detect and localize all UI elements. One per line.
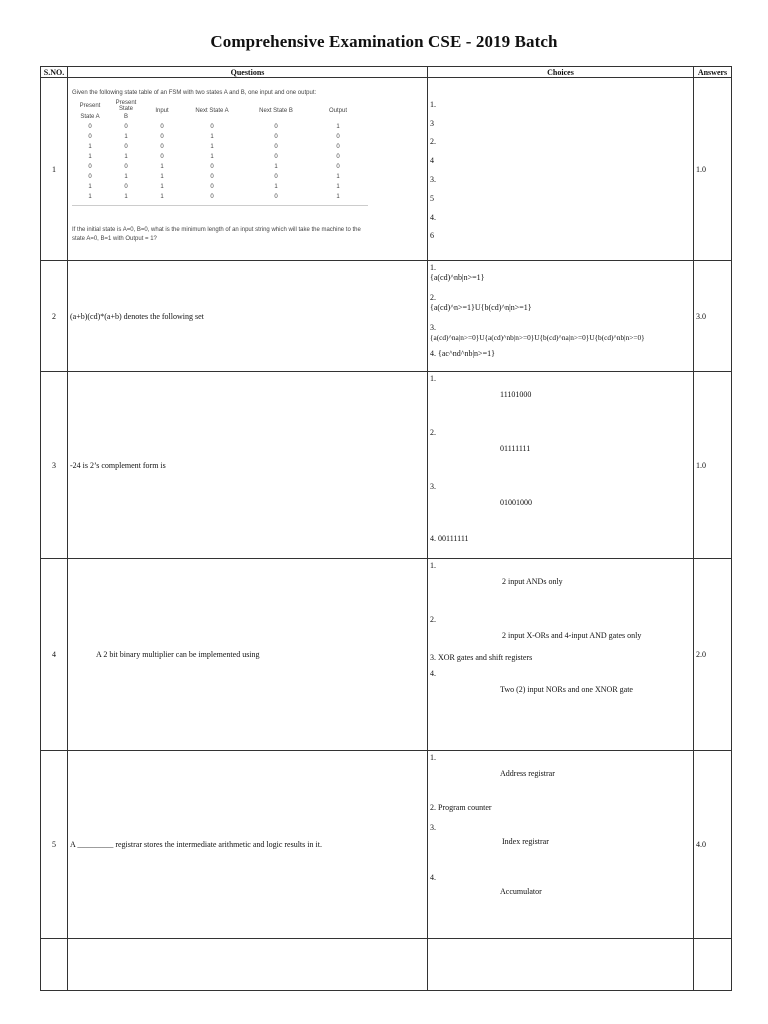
fsm-table	[72, 100, 368, 202]
question-text: A 2 bit binary multiplier can be implemented using	[96, 650, 260, 659]
choice-label: 2.	[430, 293, 436, 302]
fsm-row: 0 1 0 1 0 0	[88, 134, 340, 140]
choice-text: {a(cd)^n>=1}U{b(cd)^n|n>=1}	[430, 303, 532, 312]
fsm-head: B	[123, 114, 128, 120]
question-cell: A _________ registrar stores the intermediate arithmetic and logic results in it.	[68, 751, 428, 939]
empty-cell	[694, 939, 732, 991]
question-row-4	[41, 559, 732, 751]
choice-text: Accumulator	[500, 887, 542, 896]
sno-cell: 1	[41, 78, 68, 261]
header-row	[41, 67, 732, 78]
choice-label: 4.	[430, 212, 436, 222]
choice-label: 1.	[430, 99, 436, 109]
choice-text: 4	[430, 156, 434, 166]
choice-label: 3.	[430, 482, 436, 491]
empty-cell	[428, 939, 694, 991]
choice-text: 2 input X-ORs and 4-input AND gates only	[502, 631, 642, 640]
sno-cell: 2	[41, 261, 68, 372]
question-row-1	[41, 78, 732, 261]
choice-text: 4. 00111111	[430, 534, 469, 543]
choice-text: 3. XOR gates and shift registers	[430, 653, 533, 662]
exam-table	[40, 66, 732, 991]
fsm-state-table-image	[68, 78, 427, 260]
fsm-row: 0 1 1 0 0 1	[88, 174, 340, 180]
choice-text: 01001000	[500, 498, 532, 507]
choice-label: 3.	[430, 823, 436, 832]
question-cell: -24 is 2’s complement form is	[68, 372, 428, 559]
choice-text: 01111111	[500, 444, 531, 453]
header-answers: Answers	[694, 67, 732, 78]
fsm-question: If the initial state is A=0, B=0, what is the minimum length of an input string which will take the machine to the state A=0, B=1 with Output = 1?	[72, 227, 361, 242]
sno-cell: 5	[41, 751, 68, 939]
question-cell: (a+b)(cd)*(a+b) denotes the following set	[68, 261, 428, 372]
empty-cell	[68, 939, 428, 991]
fsm-head: State A	[80, 114, 100, 120]
choices-cell	[428, 559, 694, 751]
answer-cell: 1.0	[694, 78, 732, 261]
answer-cell: 3.0	[694, 261, 732, 372]
choice-text: 2 input ANDs only	[502, 577, 563, 586]
fsm-head: Next State B	[259, 108, 293, 114]
sno-cell: 4	[41, 559, 68, 751]
choice-text: {a(cd)^na|n>=0}U{a(cd)^nb|n>=0}U{b(cd)^na|n>=0}U{b(cd)^nb|n>=0}	[430, 333, 645, 342]
choice-label: 1.	[430, 263, 436, 272]
answer-cell: 2.0	[694, 559, 732, 751]
header-choices: Choices	[428, 67, 694, 78]
choice-label: 3.	[430, 175, 436, 184]
choice-label: 2.	[430, 615, 436, 624]
choice-label: 3.	[430, 323, 436, 332]
fsm-row: 1 0 0 1 0 0	[88, 144, 340, 150]
choices-cell	[428, 372, 694, 559]
choice-text: 5	[430, 193, 434, 203]
question-row-3	[41, 372, 732, 559]
choice-text: {a(cd)^nb|n>=1}	[430, 273, 485, 282]
fsm-head-top: Present	[79, 103, 101, 109]
question-cell	[68, 559, 428, 751]
answer-cell: 1.0	[694, 372, 732, 559]
fsm-row: 1 1 0 1 0 0	[88, 154, 340, 160]
next-row-partial	[41, 939, 732, 991]
choice-label: 1.	[430, 561, 436, 570]
choice-text: 2. Program counter	[430, 803, 492, 812]
empty-cell	[41, 939, 68, 991]
fsm-head-top: Present State	[115, 100, 137, 112]
choices-cell	[428, 78, 694, 261]
sno-cell: 3	[41, 372, 68, 559]
choice-text: 6	[430, 231, 434, 241]
fsm-row: 1 0 1 0 1 1	[88, 184, 340, 190]
question-row-2	[41, 261, 732, 372]
divider	[72, 205, 368, 206]
question-row-5	[41, 751, 732, 939]
fsm-row: 1 1 1 0 0 1	[88, 194, 340, 200]
choice-label: 2.	[430, 428, 436, 437]
fsm-intro: Given the following state table of an FSM with two states A and B, one input and one output:	[72, 90, 317, 96]
fsm-head: Next State A	[195, 108, 229, 114]
choice-text: 3	[430, 118, 434, 128]
choice-text: Two (2) input NORs and one XNOR gate	[500, 685, 633, 694]
header-sno: S.NO.	[41, 67, 68, 78]
choices-cell	[428, 751, 694, 939]
choice-text: Address registrar	[500, 769, 555, 778]
fsm-row: 0 0 0 0 0 1	[88, 124, 340, 130]
fsm-head: Output	[328, 108, 347, 114]
choice-label: 1.	[430, 753, 436, 762]
choice-text: Index registrar	[502, 837, 549, 846]
fsm-head: Input	[155, 108, 169, 114]
page-title: Comprehensive Examination CSE - 2019 Batch	[210, 32, 558, 51]
choice-label: 1.	[430, 374, 436, 383]
choice-label: 2.	[430, 137, 436, 147]
choice-text: 4. {ac^nd^nb|n>=1}	[430, 349, 495, 358]
fsm-row: 0 0 1 0 1 0	[88, 164, 340, 170]
choice-text: 11101000	[500, 390, 532, 399]
answer-cell: 4.0	[694, 751, 732, 939]
choices-cell	[428, 261, 694, 372]
choice-label: 4.	[430, 669, 436, 678]
header-questions: Questions	[68, 67, 428, 78]
choice-label: 4.	[430, 873, 436, 882]
question-cell	[68, 78, 428, 261]
